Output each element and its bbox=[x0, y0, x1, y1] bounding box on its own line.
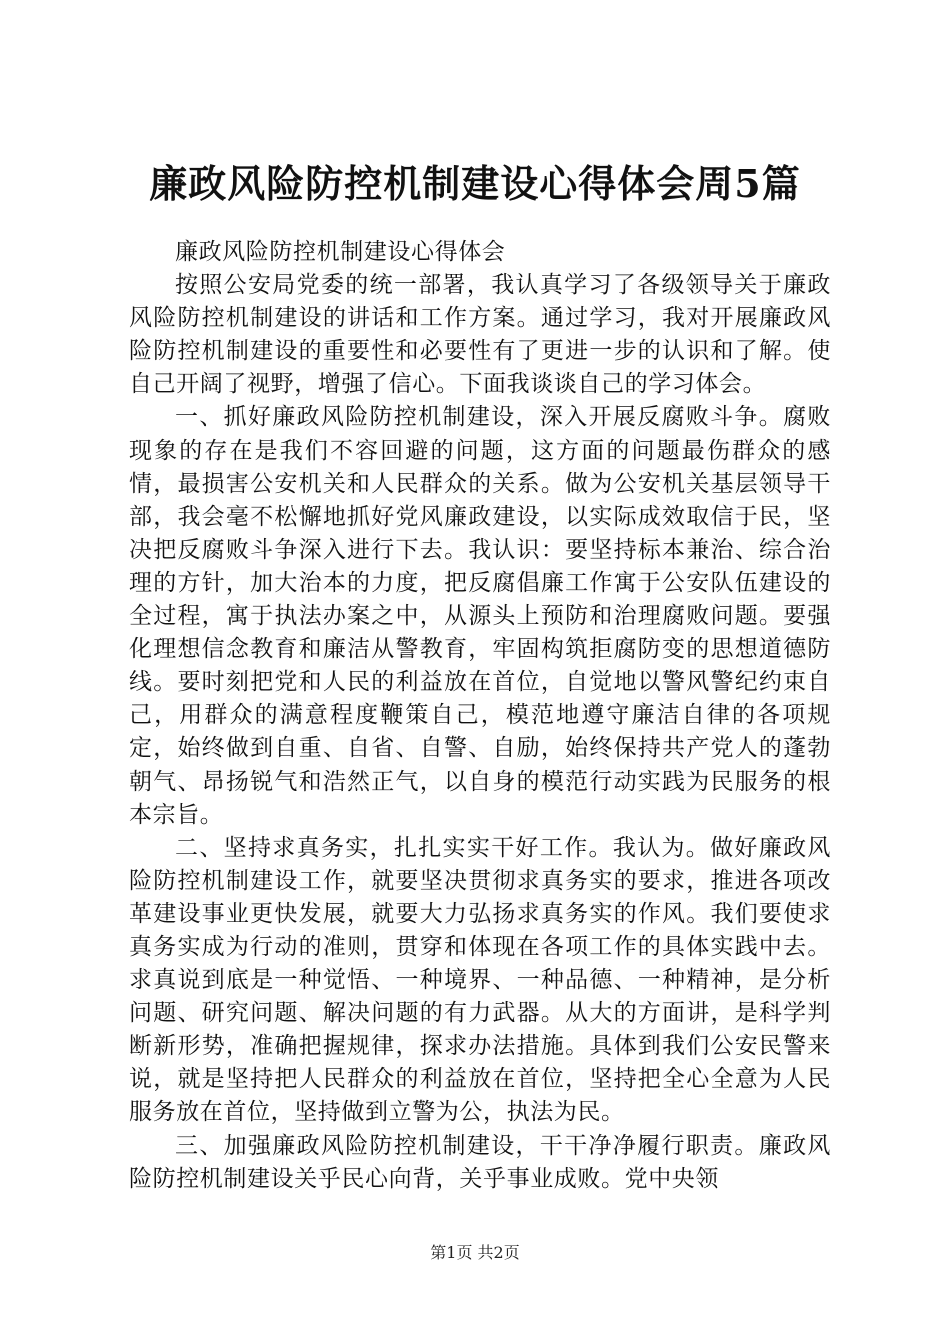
document-body bbox=[129, 236, 831, 1196]
page-footer: 第1页 共2页 bbox=[430, 1243, 520, 1262]
paragraph-intro: 按照公安局党委的统一部署，我认真学习了各级领导关于廉政风险防控机制建设的讲话和工作方案。通过学习，我对开展廉政风险防控机制建设的重要性和必要性有了更进一步的认识和了解。使自己开阔了视野，增强了信心。下面我谈谈自己的学习体会。 bbox=[129, 272, 831, 398]
paragraph-section-3: 三、加强廉政风险防控机制建设，干干净净履行职责。廉政风险防控机制建设关乎民心向背，关乎事业成败。党中央领 bbox=[129, 1132, 831, 1192]
paragraph-section-2: 二、坚持求真务实，扎扎实实干好工作。我认为。做好廉政风险防控机制建设工作，就要坚决贯彻求真务实的要求，推进各项改革建设事业更快发展，就要大力弘扬求真务实的作风。我们要使求真务实成为行动的准则，贯穿和体现在各项工作的具体实践中去。求真说到底是一种觉悟、一种境界、一种品德、一种精神，是分析问题、研究问题、解决问题的有力武器。从大的方面讲，是科学判断新形势，准确把握规律，探求办法措施。具体到我们公安民警来说，就是坚持把人民群众的利益放在首位，坚持把全心全意为人民服务放在首位，坚持做到立警为公，执法为民。 bbox=[129, 834, 831, 1126]
document-title: 廉政风险防控机制建设心得体会周5篇 bbox=[149, 161, 801, 206]
paragraph-subtitle: 廉政风险防控机制建设心得体会 bbox=[175, 239, 506, 265]
paragraph-section-1: 一、抓好廉政风险防控机制建设，深入开展反腐败斗争。腐败现象的存在是我们不容回避的问题，这方面的问题最伤群众的感情，最损害公安机关和人民群众的关系。做为公安机关基层领导干部，我会毫不松懈地抓好党风廉政建设，以实际成效取信于民，坚决把反腐败斗争深入进行下去。我认识：要坚持标本兼治、综合治理的方针，加大治本的力度，把反腐倡廉工作寓于公安队伍建设的全过程，寓于执法办案之中，从源头上预防和治理腐败问题。要强化理想信念教育和廉洁从警教育，牢固构筑拒腐防变的思想道德防线。要时刻把党和人民的利益放在首位，自觉地以警风警纪约束自己，用群众的满意程度鞭策自己，模范地遵守廉洁自律的各项规定，始终做到自重、自省、自警、自励，始终保持共产党人的蓬勃朝气、昂扬锐气和浩然正气，以自身的模范行动实践为民服务的根本宗旨。 bbox=[129, 404, 831, 828]
